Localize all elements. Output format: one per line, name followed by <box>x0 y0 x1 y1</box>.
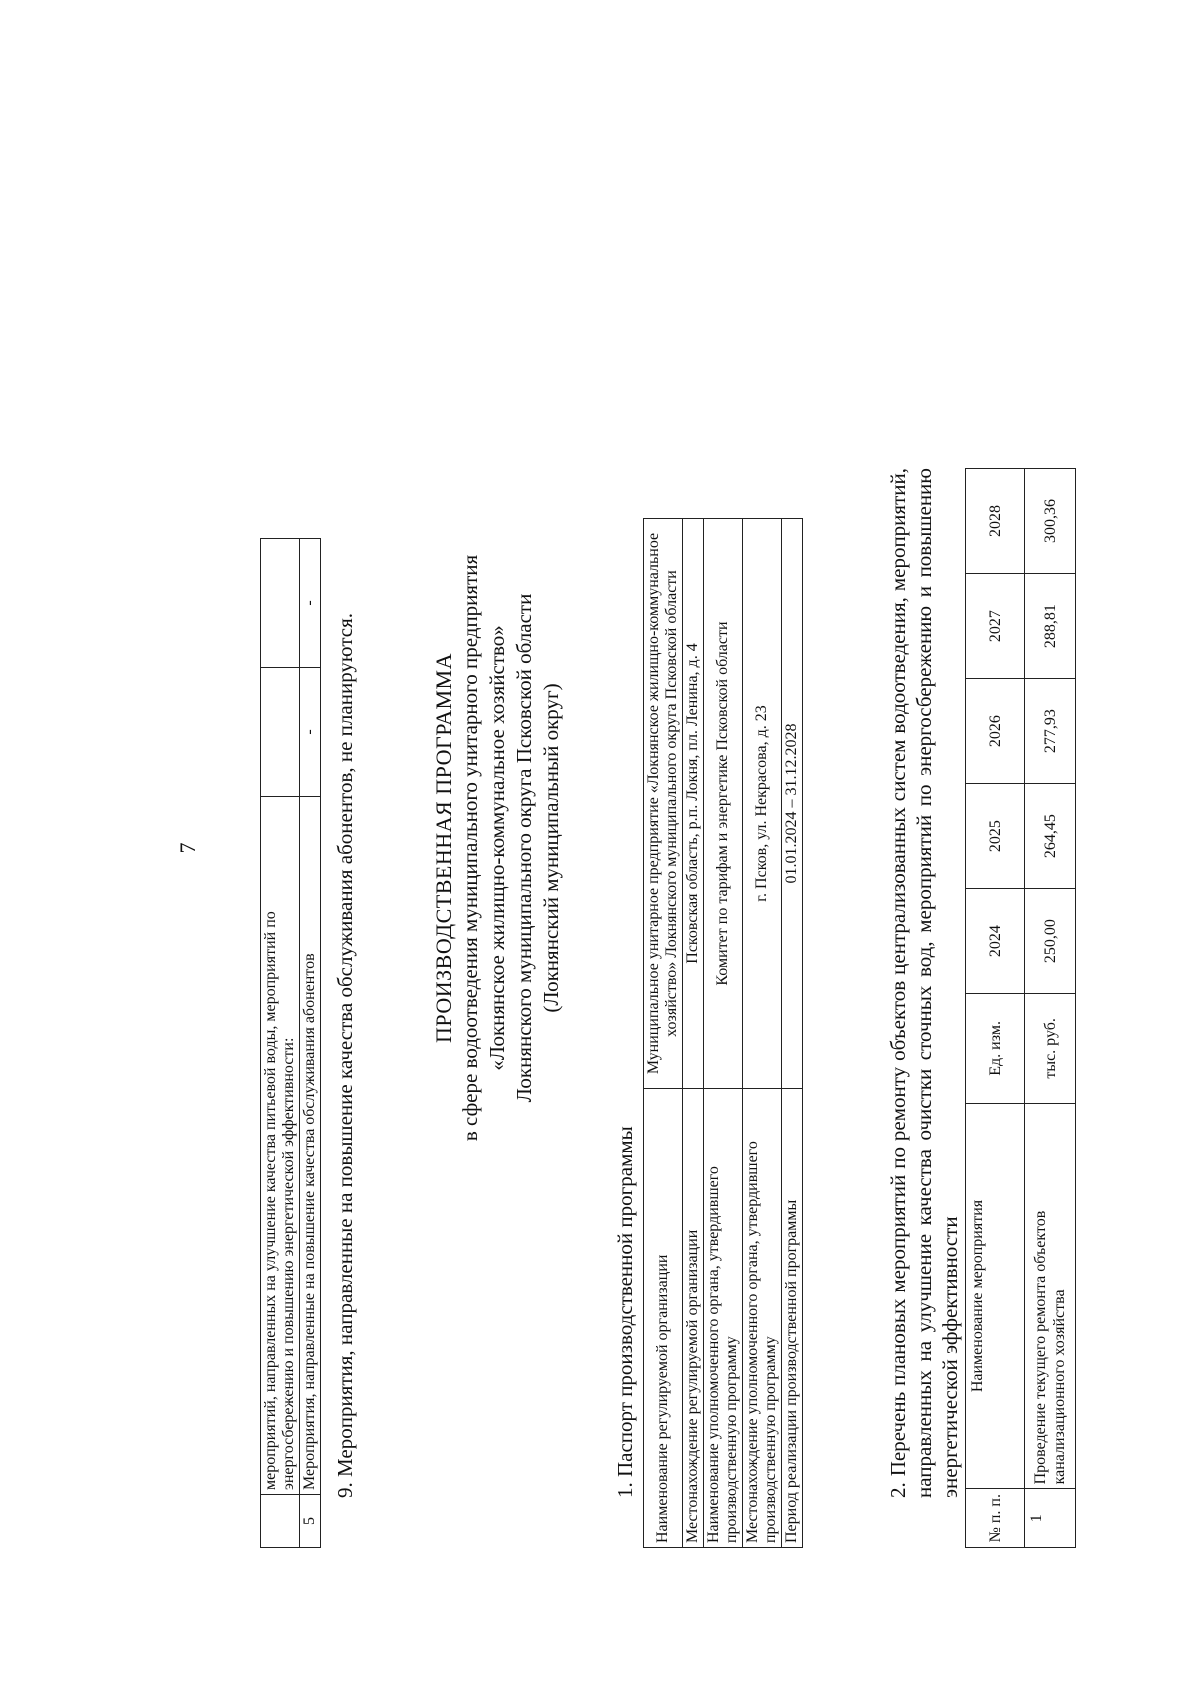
table-row <box>1025 469 1076 1548</box>
header-year: 2028 <box>966 469 1025 574</box>
table-row <box>644 519 683 1548</box>
table-row <box>704 519 743 1548</box>
passport-label: Местонахождение уполномоченного органа, утвердившего производственную программу <box>743 1089 782 1548</box>
program-title-line: Локнянского муниципального округа Псковской области <box>512 593 536 1103</box>
measure-value: 250,00 <box>1025 889 1076 994</box>
table-header-row <box>966 469 1025 1548</box>
passport-value: Комитет по тарифам и энергетике Псковской области <box>704 519 743 1089</box>
table-row <box>683 519 704 1548</box>
header-year: 2027 <box>966 574 1025 679</box>
measure-value: 288,81 <box>1025 574 1076 679</box>
row-number: 5 <box>300 1495 321 1548</box>
passport-label: Наименование уполномоченного органа, утвердившего производственную программу <box>704 1089 743 1548</box>
passport-value: г. Псков, ул. Некрасова, д. 23 <box>743 519 782 1089</box>
row-value: - <box>300 539 321 668</box>
measure-value: 277,93 <box>1025 679 1076 784</box>
section-2-paragraph: 2. Перечень плановых мероприятий по ремонту объектов централизованных систем водоотведения, мероприятий, направленных на улучшение качества очистки сточных вод, мероприятий по энергосбережению и повышению энергетической эффективности <box>886 468 962 1498</box>
measures-table <box>965 468 1076 1548</box>
passport-value: Муниципальное унитарное предприятие «Локнянское жилищно-коммунальное хозяйство» Локнянского муниципального округа Псковской области <box>644 519 683 1089</box>
header-number: № п. п. <box>966 1489 1025 1548</box>
row-value: - <box>300 668 321 797</box>
row-value <box>261 668 300 797</box>
table-row <box>300 539 321 1548</box>
measure-unit: тыс. руб. <box>1025 994 1076 1103</box>
program-title-line: в сфере водоотведения муниципального унитарного предприятия <box>458 554 482 1142</box>
section-2-text <box>885 468 963 1548</box>
row-text: Мероприятия, направленные на повышение качества обслуживания абонентов <box>300 797 321 1495</box>
program-title-line: ПРОИЗВОДСТВЕННАЯ ПРОГРАММА <box>431 652 456 1044</box>
table-row <box>743 519 782 1548</box>
header-year: 2024 <box>966 889 1025 994</box>
row-text: мероприятий, направленных на улучшение качества питьевой воды, мероприятий по энергосбережению и повышению энергетической эффективности: <box>261 797 300 1495</box>
rotated-content <box>165 108 1068 1588</box>
section-9-text: 9. Мероприятия, направленные на повышение качества обслуживания абонентов, не планируются. <box>333 613 357 1498</box>
program-title <box>430 108 565 1588</box>
table-row <box>261 539 300 1548</box>
passport-label: Период реализации производственной программы <box>782 1089 803 1548</box>
passport-label: Местонахождение регулируемой организации <box>683 1089 704 1548</box>
row-number <box>261 1495 300 1548</box>
program-title-line: «Локнянское жилищно-коммунальное хозяйство» <box>485 625 509 1071</box>
page-number: 7 <box>175 842 200 854</box>
program-title-line: (Локнянский муниципальный округ) <box>539 683 563 1013</box>
table-row <box>782 519 803 1548</box>
header-unit: Ед. изм. <box>966 994 1025 1103</box>
passport-label: Наименование регулируемой организации <box>644 1089 683 1548</box>
row-value <box>261 539 300 668</box>
measure-value: 300,36 <box>1025 469 1076 574</box>
passport-heading: 1. Паспорт производственной программы <box>613 1126 637 1498</box>
measure-value: 264,45 <box>1025 784 1076 889</box>
header-name: Наименование мероприятия <box>966 1103 1025 1489</box>
header-year: 2026 <box>966 679 1025 784</box>
row-number: 1 <box>1025 1489 1076 1548</box>
passport-value: Псковская область, р.п. Локня, пл. Ленина, д. 4 <box>683 519 704 1089</box>
header-year: 2025 <box>966 784 1025 889</box>
measure-name: Проведение текущего ремонта объектов канализационного хозяйства <box>1025 1103 1076 1489</box>
top-table <box>260 538 321 1548</box>
passport-value: 01.01.2024 – 31.12.2028 <box>782 519 803 1089</box>
passport-table <box>643 518 803 1548</box>
